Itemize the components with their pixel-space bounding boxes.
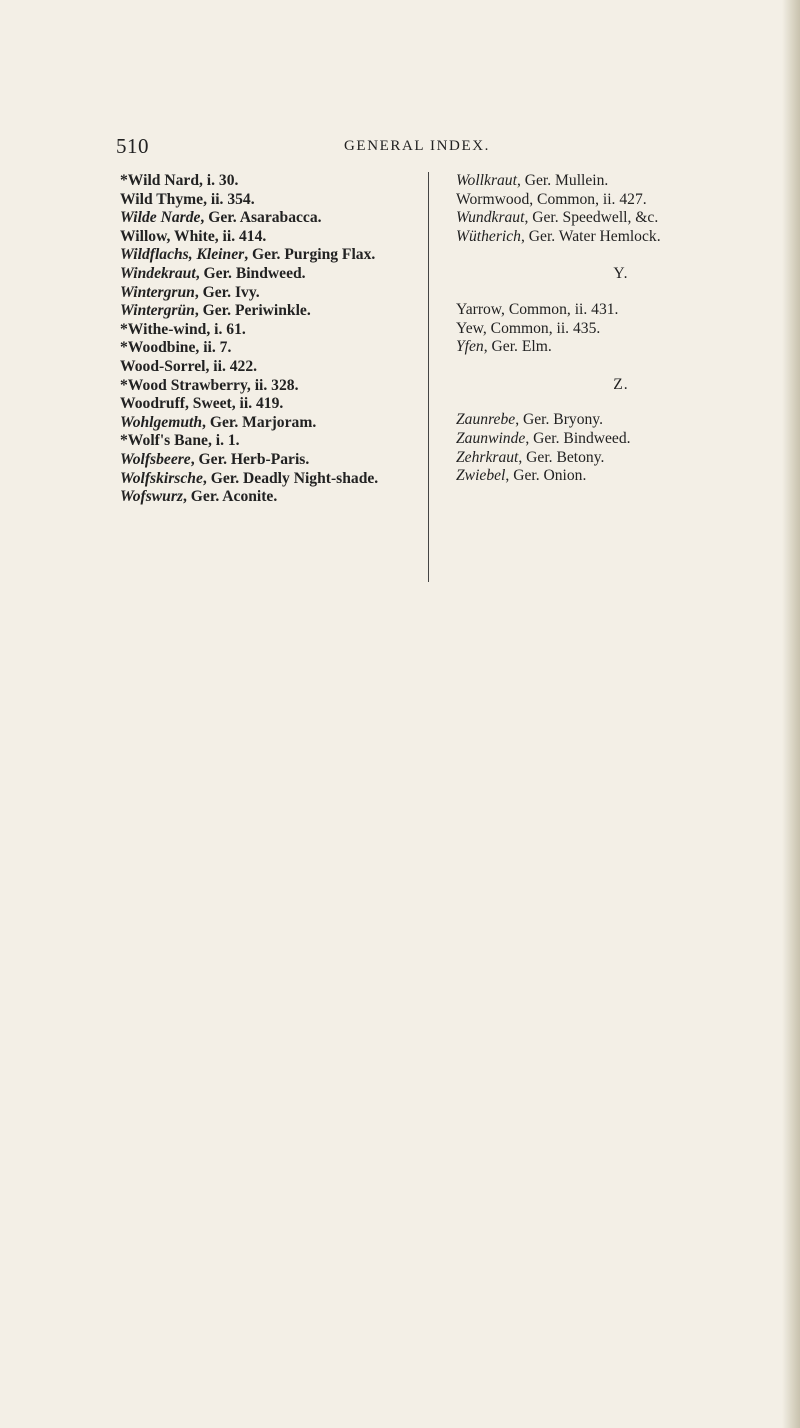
entry-detail: , i. 61. bbox=[206, 320, 246, 338]
entry-detail: , Ger. Elm. bbox=[483, 338, 552, 356]
entry-detail: , Ger. Marjoram. bbox=[202, 413, 317, 431]
entry-detail: , i. 1. bbox=[207, 432, 240, 450]
index-entry bbox=[120, 451, 418, 470]
index-entry bbox=[456, 411, 786, 430]
entry-term: Wolfsbeere bbox=[120, 450, 191, 468]
entry-term: Yew, Common bbox=[456, 319, 549, 337]
entry-term: Wollkraut bbox=[456, 172, 517, 189]
entry-detail: , ii. 427. bbox=[595, 190, 647, 208]
entry-detail: , Ger. Bryony. bbox=[515, 411, 603, 429]
entry-detail: , ii. 7. bbox=[195, 339, 232, 357]
index-entry bbox=[456, 228, 786, 247]
entry-detail: , ii. 414. bbox=[214, 227, 267, 245]
index-entry bbox=[120, 321, 418, 340]
entry-detail: , Ger. Speedwell, &c. bbox=[524, 209, 659, 227]
entry-term: Zehrkraut bbox=[456, 448, 519, 466]
entry-term: Windekraut bbox=[120, 264, 196, 282]
entry-detail: , Ger. Mullein. bbox=[516, 172, 609, 189]
index-entry bbox=[456, 449, 786, 468]
index-entry bbox=[456, 191, 786, 210]
index-entry bbox=[120, 209, 418, 228]
index-entry bbox=[456, 301, 786, 320]
index-column-right bbox=[456, 172, 786, 486]
entry-term: Wintergrün bbox=[120, 302, 195, 320]
entry-detail: , ii. 435. bbox=[548, 319, 601, 337]
section-letter-y: Y. bbox=[613, 265, 629, 283]
index-column-left bbox=[120, 172, 418, 507]
index-entry bbox=[456, 320, 786, 339]
index-entry bbox=[120, 414, 418, 433]
index-entry bbox=[456, 430, 786, 449]
entry-detail: , Ger. Bindweed. bbox=[525, 429, 631, 447]
entry-detail: , ii. 422. bbox=[205, 357, 258, 375]
entry-detail: , Ger. Asarabacca. bbox=[200, 209, 322, 227]
index-entry bbox=[120, 302, 418, 321]
entry-term: *Wood Strawberry bbox=[120, 376, 247, 394]
entry-detail: , ii. 354. bbox=[203, 190, 255, 208]
page-number: 510 bbox=[116, 134, 149, 158]
running-head: GENERAL INDEX. bbox=[344, 138, 490, 154]
entry-detail: , Ger. Aconite. bbox=[182, 488, 278, 506]
entry-term: Wilde Narde bbox=[120, 209, 201, 227]
index-entry bbox=[120, 470, 418, 489]
entry-term: Yfen bbox=[456, 338, 484, 356]
entry-term: Wintergrun bbox=[120, 283, 195, 301]
entry-detail: , Ger. Purging Flax. bbox=[244, 246, 376, 264]
index-entry bbox=[120, 284, 418, 303]
entry-detail: , Ger. Ivy. bbox=[194, 283, 260, 301]
index-entry bbox=[456, 338, 786, 357]
entry-term: Wofswurz bbox=[120, 488, 183, 506]
index-entry bbox=[120, 395, 418, 414]
entry-term: Willow, White bbox=[120, 227, 215, 245]
entry-term: Wundkraut bbox=[456, 209, 525, 227]
index-entry bbox=[120, 358, 418, 377]
entry-term: *Woodbine bbox=[120, 339, 196, 357]
entry-term: Zaunrebe bbox=[456, 411, 516, 429]
index-entry bbox=[456, 467, 786, 486]
entry-term: Wood-Sorrel bbox=[120, 357, 206, 375]
index-entry bbox=[120, 377, 418, 396]
index-entry bbox=[120, 339, 418, 358]
entry-term: Wildflachs, Kleiner bbox=[120, 246, 245, 264]
entry-detail: , Ger. Onion. bbox=[505, 467, 587, 485]
entry-detail: , Ger. Deadly Night-shade. bbox=[202, 469, 379, 487]
section-letter-z: Z. bbox=[613, 375, 629, 393]
entry-term: Wormwood, Common bbox=[456, 190, 596, 208]
entry-term: Zwiebel bbox=[456, 467, 506, 485]
index-entry bbox=[456, 172, 786, 191]
page-header bbox=[116, 134, 800, 158]
index-entry bbox=[120, 432, 418, 451]
index-entry bbox=[456, 209, 786, 228]
entry-term: Wild Thyme bbox=[120, 190, 204, 208]
entry-term: Wütherich bbox=[456, 227, 521, 245]
index-entry bbox=[120, 228, 418, 247]
index-entry bbox=[120, 265, 418, 284]
entry-term: *Wild Nard bbox=[120, 172, 199, 189]
index-entry bbox=[120, 488, 418, 507]
entry-term: *Wolf's Bane bbox=[120, 432, 208, 450]
entry-detail: , Ger. Periwinkle. bbox=[194, 302, 311, 320]
entry-detail: , ii. 328. bbox=[246, 376, 299, 394]
index-entry bbox=[120, 246, 418, 265]
entry-detail: , ii. 431. bbox=[566, 300, 619, 318]
entry-detail: , Ger. Herb-Paris. bbox=[190, 450, 310, 468]
entry-detail: , i. 30. bbox=[199, 172, 239, 189]
entry-detail: , Ger. Bindweed. bbox=[195, 264, 306, 282]
entry-term: Zaunwinde bbox=[456, 429, 526, 447]
entry-detail: , Ger. Water Hemlock. bbox=[520, 227, 661, 245]
index-entry bbox=[120, 191, 418, 210]
entry-term: Woodruff, Sweet bbox=[120, 395, 232, 413]
index-entry bbox=[120, 172, 418, 191]
entry-detail: , ii. 419. bbox=[231, 395, 284, 413]
entry-term: Yarrow, Common bbox=[456, 300, 567, 318]
entry-detail: , Ger. Betony. bbox=[518, 448, 605, 466]
entry-term: *Withe-wind bbox=[120, 320, 207, 338]
entry-term: Wohlgemuth bbox=[120, 413, 203, 431]
entry-term: Wolfskirsche bbox=[120, 469, 203, 487]
column-divider bbox=[428, 172, 429, 582]
